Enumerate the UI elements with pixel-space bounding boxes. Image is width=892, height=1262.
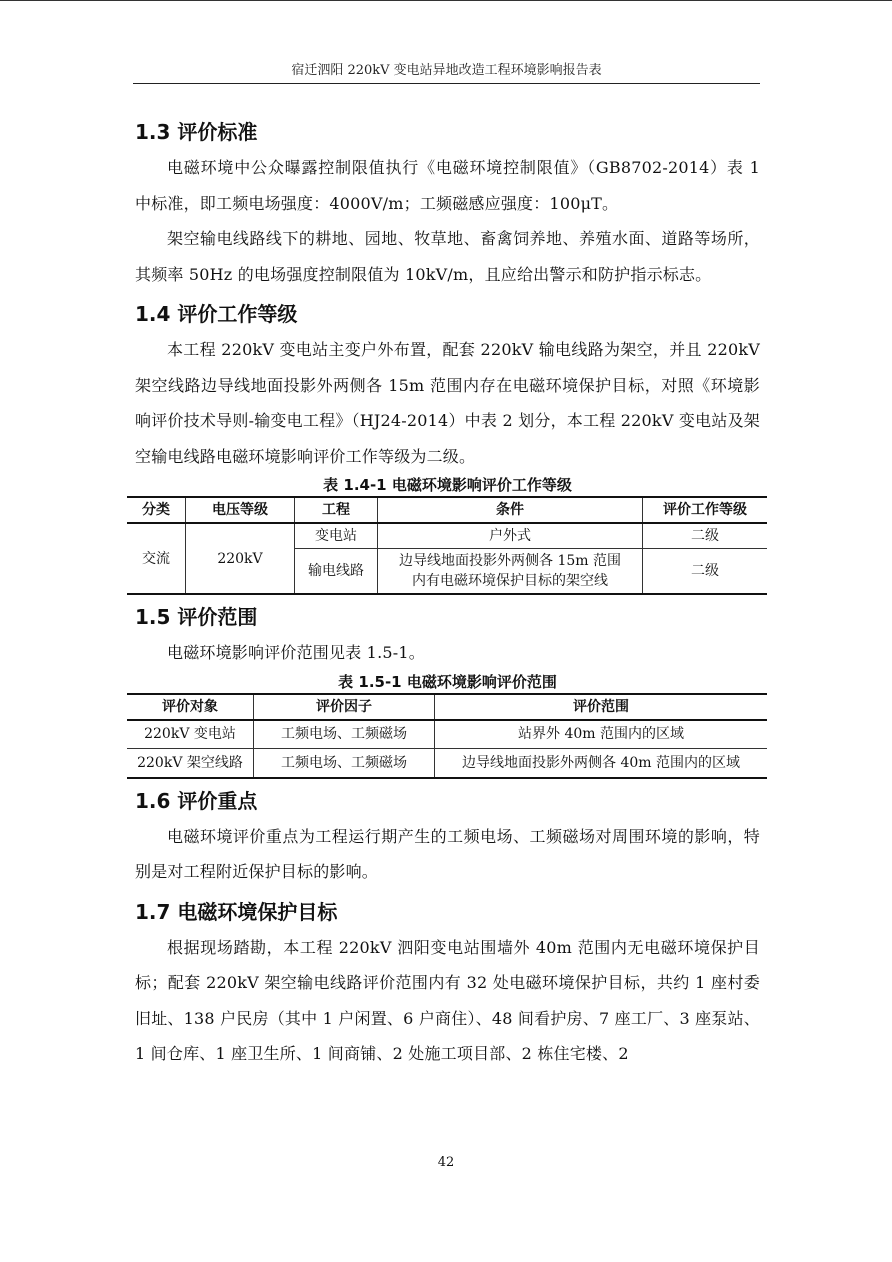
evaluation-level-table	[127, 496, 767, 595]
table-header-cell: 电压等级	[186, 497, 295, 523]
table-cell: 站界外 40m 范围内的区域	[435, 720, 768, 749]
table-header-cell: 分类	[127, 497, 186, 523]
paragraph: 电磁环境中公众曝露控制限值执行《电磁环境控制限值》（GB8702-2014）表 1 中标准，即工频电场强度：4000V/m；工频磁感应强度：100μT。	[135, 158, 760, 213]
table-cell: 220kV 架空线路	[127, 749, 254, 778]
table-cell: 二级	[643, 523, 768, 548]
section-heading-1-5: 1.5 评价范围	[135, 605, 258, 629]
table-row	[127, 523, 767, 548]
table-cell: 户外式	[378, 523, 643, 548]
table-header-row	[127, 694, 767, 720]
table-cell: 工频电场、工频磁场	[254, 720, 435, 749]
table-caption: 表 1.4-1 电磁环境影响评价工作等级	[323, 476, 572, 494]
table-caption: 表 1.5-1 电磁环境影响评价范围	[338, 672, 557, 691]
section-heading-1-6: 1.6 评价重点	[135, 788, 258, 813]
paragraph: 根据现场踏勘，本工程 220kV 泗阳变电站围墙外 40m 范围内无电磁环境保护目标；配套 220kV 架空输电线路评价范围内有 32 处电磁环境保护目标，共约 1 座村委旧址、138 户民房（其中 1 户闲置、6 户商住）、48 间看护房、7 座工厂、3 座泵站、1 间仓库、1 座卫生所、1 间商铺、2 处施工项目部、2 栋住宅楼、2	[135, 937, 760, 1063]
table-header-row	[127, 497, 767, 523]
section-heading-1-4: 1.4 评价工作等级	[135, 302, 298, 326]
paragraph: 电磁环境评价重点为工程运行期产生的工频电场、工频磁场对周围环境的影响，特别是对工程附近保护目标的影响。	[135, 826, 760, 881]
table-header-cell: 工程	[295, 497, 378, 523]
table-header-cell: 评价工作等级	[643, 497, 768, 523]
top-border	[0, 0, 892, 1]
table-cell: 变电站	[295, 523, 378, 548]
paragraph: 电磁环境影响评价范围见表 1.5-1。	[167, 643, 425, 662]
table-cell: 交流	[127, 523, 186, 594]
running-header: 宿迁泗阳 220kV 变电站异地改造工程环境影响报告表	[291, 63, 602, 78]
paragraph: 架空输电线路线下的耕地、园地、牧草地、畜禽饲养地、养殖水面、道路等场所，其频率 50Hz 的电场强度控制限值为 10kV/m，且应给出警示和防护指示标志。	[135, 229, 760, 284]
table-cell: 二级	[643, 548, 768, 594]
table-cell: 边导线地面投影外两侧各 40m 范围内的区域	[435, 749, 768, 778]
header-rule	[133, 83, 760, 84]
table-cell: 220kV 变电站	[127, 720, 254, 749]
table-header-cell: 评价因子	[254, 694, 435, 720]
table-row	[127, 720, 767, 749]
evaluation-scope-table	[127, 693, 767, 779]
table-header-cell: 条件	[378, 497, 643, 523]
table-row	[127, 749, 767, 778]
section-heading-1-7: 1.7 电磁环境保护目标	[135, 899, 338, 924]
table-cell: 工频电场、工频磁场	[254, 749, 435, 778]
page-content	[135, 114, 760, 1072]
table-header-cell: 评价范围	[435, 694, 768, 720]
table-header-cell: 评价对象	[127, 694, 254, 720]
table-cell: 边导线地面投影外两侧各 15m 范围内有电磁环境保护目标的架空线	[378, 548, 643, 594]
table-cell: 输电线路	[295, 548, 378, 594]
section-heading-1-3: 1.3 评价标准	[135, 120, 258, 144]
paragraph: 本工程 220kV 变电站主变户外布置，配套 220kV 输电线路为架空，并且 220kV 架空线路边导线地面投影外两侧各 15m 范围内存在电磁环境保护目标，对照《环境影响评价技术导则-输变电工程》（HJ24-2014）中表 2 划分，本工程 220kV 变电站及架空输电线路电磁环境影响评价工作等级为二级。	[135, 340, 760, 466]
page-number: 42	[437, 1155, 455, 1170]
table-cell: 220kV	[186, 523, 295, 594]
